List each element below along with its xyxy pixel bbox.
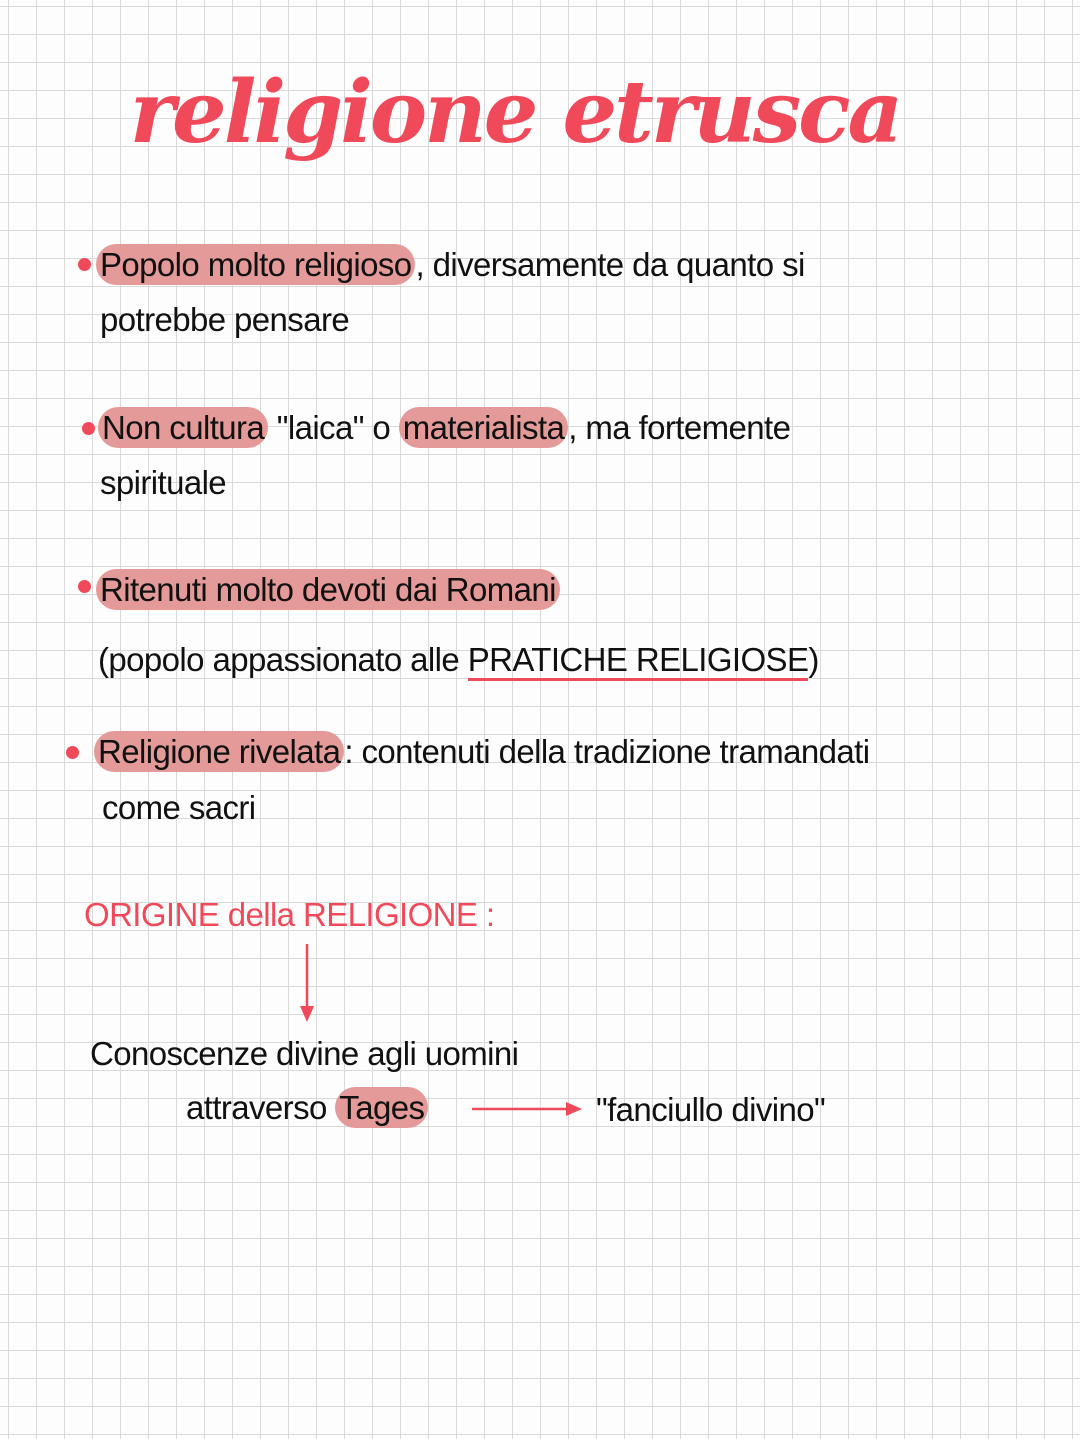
highlight: Non cultura [98,407,268,448]
highlight: Religione rivelata [94,731,344,772]
origin-heading: ORIGINE della RELIGIONE : [84,896,495,933]
bullet-4-line-1 [94,730,869,774]
highlight: materialista [399,407,569,448]
page-title: religione etrusca [129,62,901,163]
text: ) [808,641,819,678]
bullet-3-line-1 [96,568,560,612]
text: , ma fortemente [568,409,791,446]
origin-line-2 [186,1086,428,1130]
origin-line-1: Conoscenze divine agli uomini [90,1035,519,1072]
underlined-text: PRATICHE RELIGIOSE [468,641,809,681]
highlight: Popolo molto religioso [96,244,415,285]
bullet-2-line-1 [98,406,790,450]
highlight: Tages [335,1087,428,1128]
bullet-1-line-2: potrebbe pensare [100,301,350,338]
text: "laica" o [268,409,399,446]
bullet-4-line-2: come sacri [102,789,256,826]
text: , diversamente da quanto si [415,246,805,283]
text: attraverso [186,1089,336,1126]
highlight: Ritenuti molto devoti dai Romani [96,569,560,610]
bullet-dot-icon [82,422,95,435]
bullet-dot-icon [78,580,91,593]
bullet-dot-icon [78,258,91,271]
text: : contenuti della tradizione tramandati [344,733,870,770]
origin-result: "fanciullo divino" [596,1091,826,1128]
bullet-2-line-2: spirituale [100,464,227,501]
arrow-down-icon [296,944,318,1024]
bullet-3-line-2 [98,638,819,682]
bullet-dot-icon [66,746,79,759]
arrow-right-icon [472,1098,584,1120]
text: (popolo appassionato alle [98,641,468,678]
bullet-1-line-1 [96,243,805,287]
